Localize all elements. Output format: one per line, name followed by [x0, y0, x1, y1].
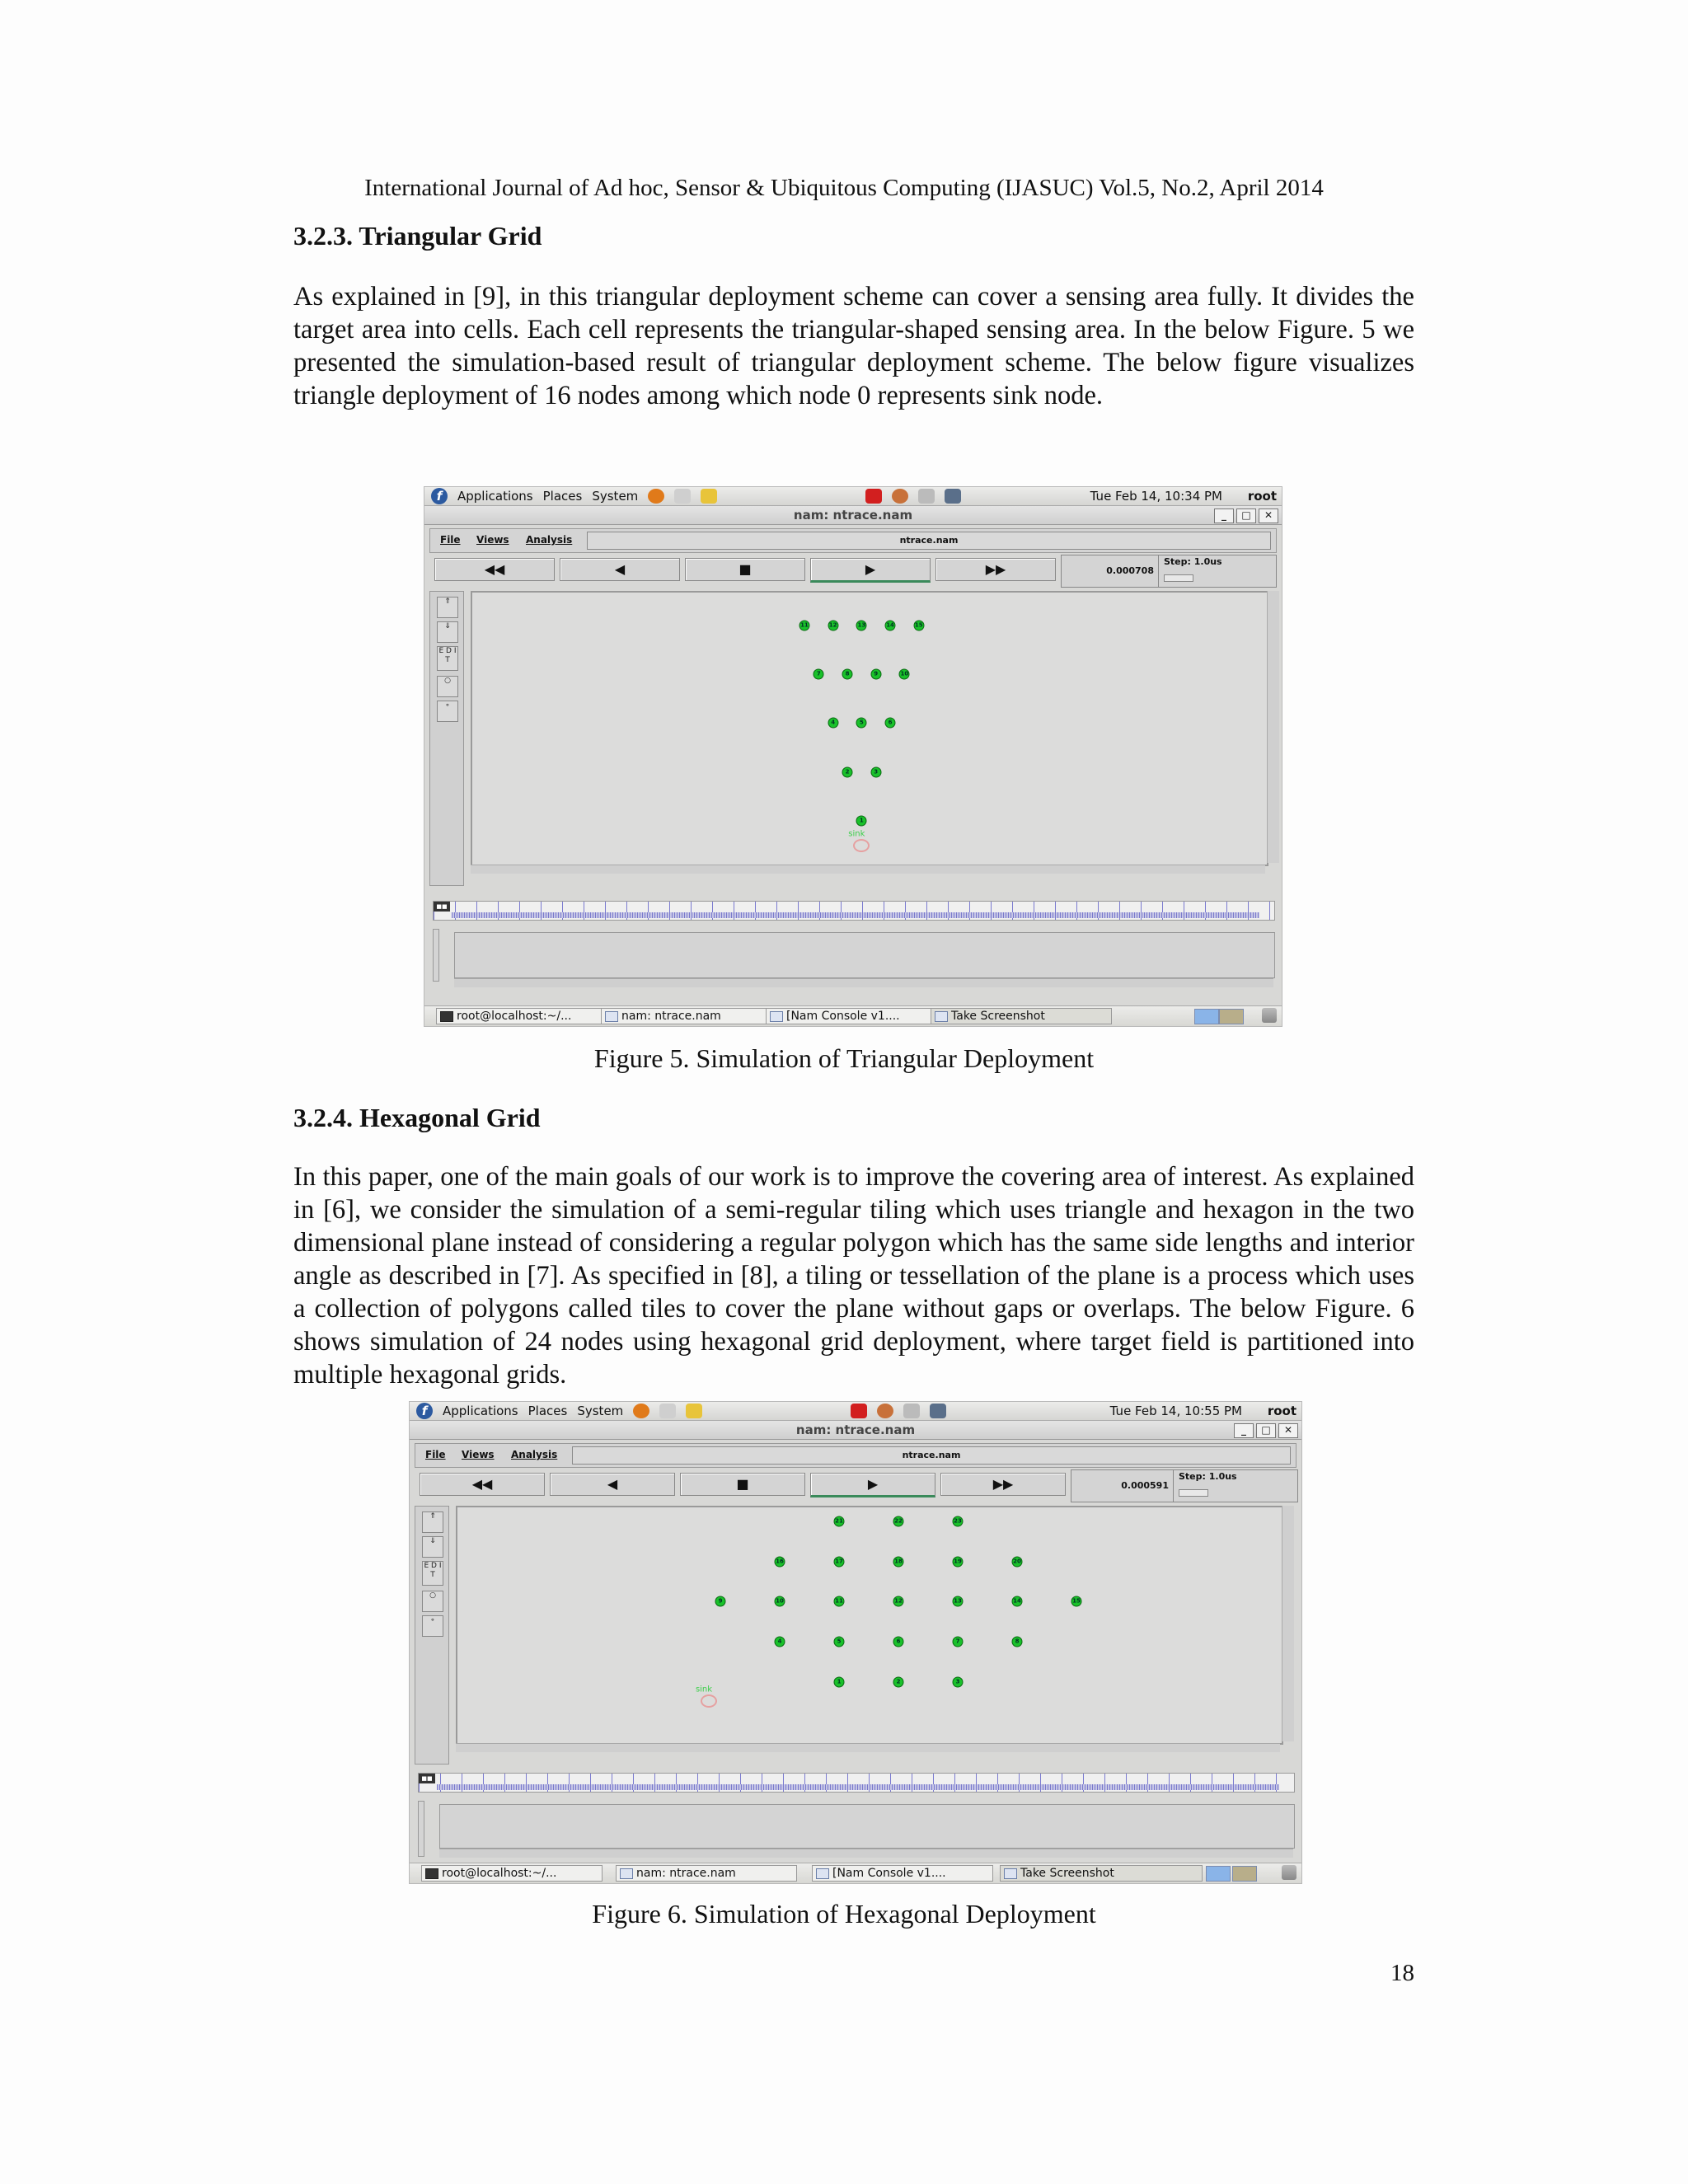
panel-clock[interactable]: Tue Feb 14, 10:34 PM	[1090, 489, 1222, 504]
sensor-node[interactable]: 4	[828, 718, 838, 729]
gnome-top-panel	[424, 487, 1282, 506]
network-canvas[interactable]	[456, 1506, 1283, 1745]
canvas-horizontal-scrollbar[interactable]	[456, 1743, 1280, 1752]
task-take-screenshot[interactable]: Take Screenshot	[931, 1008, 1112, 1024]
task-terminal[interactable]: root@localhost:~/...	[421, 1865, 603, 1882]
sensor-node[interactable]: 7	[953, 1637, 964, 1647]
window-titlebar[interactable]	[410, 1421, 1301, 1440]
fedora-logo-icon[interactable]: f	[431, 488, 448, 504]
node-circle-icon[interactable]: ○	[437, 676, 458, 697]
window-titlebar[interactable]	[424, 506, 1282, 525]
alert-icon[interactable]	[865, 489, 882, 504]
sensor-node[interactable]: 10	[899, 669, 910, 680]
mail-icon[interactable]	[659, 1404, 676, 1418]
menu-views[interactable]: Views	[476, 534, 509, 546]
sink-label: sink	[695, 1685, 713, 1694]
zoom-out-icon[interactable]: ⇓	[437, 621, 458, 643]
minimize-icon[interactable]: _	[1234, 1423, 1254, 1438]
nam-menubar	[429, 528, 1277, 553]
step-slider[interactable]	[1173, 1469, 1298, 1502]
sensor-node[interactable]: 20	[1012, 1556, 1023, 1567]
window-title: nam: ntrace.nam	[793, 508, 913, 523]
sensor-node[interactable]: 14	[1012, 1596, 1023, 1607]
figure6-caption: Figure 6. Simulation of Hexagonal Deployment	[592, 1899, 1096, 1929]
edit-toolbar	[415, 1506, 449, 1765]
stop-button[interactable]: ■	[680, 1473, 805, 1496]
annotation-horizontal-scrollbar[interactable]	[454, 978, 1273, 987]
menu-views[interactable]: Views	[462, 1449, 495, 1460]
window-title: nam: ntrace.nam	[795, 1422, 916, 1437]
fedora-logo-icon[interactable]: f	[416, 1403, 433, 1419]
node-circle-icon[interactable]: ○	[422, 1591, 443, 1612]
paragraph-triangular: As explained in [9], in this triangular deployment scheme can cover a sensing area fully. It divides the target area into cells. Each cell represents the triangular-shaped sensing area. In the below Figure. 5 we presented the simulation-based result of triangular deployment scheme. The below figure visualizes triangle deployment of 16 nodes among which node 0 represents sink node.	[293, 282, 1414, 410]
canvas-vertical-scrollbar[interactable]	[1267, 591, 1279, 863]
annotation-panel	[439, 1804, 1295, 1849]
menu-places[interactable]: Places	[528, 1404, 568, 1418]
sensor-node[interactable]: 6	[893, 1637, 904, 1647]
maximize-icon[interactable]: □	[1256, 1423, 1276, 1438]
sensor-node[interactable]: 9	[870, 669, 881, 680]
time-display: 0.000591	[1071, 1469, 1175, 1502]
sensor-node[interactable]: 10	[775, 1596, 785, 1607]
sensor-node[interactable]: 12	[828, 620, 838, 630]
sensor-node[interactable]: 11	[799, 620, 809, 630]
figure5-caption: Figure 5. Simulation of Triangular Deployment	[593, 1043, 1095, 1073]
close-icon[interactable]: ✕	[1278, 1423, 1298, 1438]
sensor-node[interactable]: 4	[775, 1637, 785, 1647]
network-icon[interactable]	[945, 489, 961, 504]
task-take-screenshot[interactable]: Take Screenshot	[1000, 1865, 1203, 1882]
sensor-node[interactable]: 11	[834, 1596, 845, 1607]
menu-applications[interactable]: Applications	[443, 1404, 518, 1418]
zoom-out-icon[interactable]: ⇓	[422, 1536, 443, 1558]
play-button[interactable]: ▶	[810, 1473, 935, 1497]
zoom-in-icon[interactable]: ⇑	[422, 1511, 443, 1533]
playback-controls	[415, 1469, 1296, 1502]
timeline-slider[interactable]	[433, 901, 1275, 921]
canvas-vertical-scrollbar[interactable]	[1282, 1506, 1294, 1741]
fast-forward-button[interactable]: ▶▶	[940, 1473, 1066, 1496]
sensor-node[interactable]: 8	[1012, 1637, 1023, 1647]
step-slider-track[interactable]	[1179, 1489, 1208, 1497]
edit-toolbar	[429, 591, 464, 886]
figure6-screenshot	[409, 1401, 1302, 1884]
firefox-icon[interactable]	[633, 1404, 649, 1418]
workspace-1[interactable]	[1194, 1009, 1219, 1024]
volume-icon[interactable]	[903, 1404, 920, 1418]
step-label: Step: 1.0us	[1179, 1471, 1237, 1482]
firefox-icon[interactable]	[648, 489, 664, 504]
nam-menubar	[415, 1443, 1296, 1468]
annotation-panel	[454, 932, 1275, 978]
sensor-node[interactable]: 13	[856, 620, 867, 630]
step-back-button[interactable]: ◀	[550, 1473, 675, 1496]
edit-button[interactable]: E D I T	[437, 646, 458, 671]
notes-icon[interactable]	[701, 489, 717, 504]
task-nam-console[interactable]: [Nam Console v1....	[766, 1008, 947, 1024]
playback-controls	[429, 555, 1277, 588]
section-heading-triangular: 3.2.3. Triangular Grid	[293, 221, 542, 251]
workspace-2[interactable]	[1219, 1009, 1244, 1024]
menu-applications[interactable]: Applications	[457, 489, 533, 504]
sink-node[interactable]	[701, 1694, 717, 1708]
sink-label: sink	[848, 829, 865, 839]
menu-file[interactable]: File	[440, 534, 461, 546]
rewind-button[interactable]: ◀◀	[434, 558, 555, 581]
sensor-node[interactable]: 23	[953, 1516, 964, 1527]
stop-button[interactable]: ■	[685, 558, 805, 581]
alert-icon[interactable]	[851, 1404, 867, 1418]
sensor-node[interactable]: 16	[775, 1556, 785, 1567]
sensor-node[interactable]: 2	[842, 766, 853, 777]
sensor-node[interactable]: 3	[870, 766, 881, 777]
panel-user[interactable]: root	[1247, 489, 1277, 504]
sensor-node[interactable]: 3	[953, 1676, 964, 1687]
gnome-taskbar	[424, 1005, 1282, 1026]
mail-icon[interactable]	[674, 489, 691, 504]
panel-clock[interactable]: Tue Feb 14, 10:55 PM	[1109, 1404, 1242, 1418]
sensor-node[interactable]: 14	[885, 620, 896, 630]
minimize-icon[interactable]: _	[1214, 509, 1234, 523]
maximize-icon[interactable]: □	[1236, 509, 1256, 523]
trace-filename: ntrace.nam	[572, 1446, 1291, 1465]
sensor-node[interactable]: 8	[842, 669, 853, 680]
updater-icon[interactable]	[877, 1404, 893, 1418]
sensor-node[interactable]: 17	[834, 1556, 845, 1567]
task-nam-window[interactable]: nam: ntrace.nam	[616, 1865, 797, 1882]
sensor-node[interactable]: 2	[893, 1676, 904, 1687]
trash-icon[interactable]	[1262, 1008, 1277, 1023]
timeline-ticks	[452, 912, 1259, 918]
task-terminal[interactable]: root@localhost:~/...	[436, 1008, 617, 1024]
annotation-scroll[interactable]	[418, 1801, 424, 1857]
figure5-screenshot	[424, 486, 1282, 1027]
close-icon[interactable]: ✕	[1259, 509, 1278, 523]
gnome-taskbar	[410, 1863, 1301, 1883]
journal-header: International Journal of Ad hoc, Sensor & Ubiquitous Computing (IJASUC) Vol.5, No.2, April 2014	[364, 175, 1324, 201]
network-canvas[interactable]	[471, 591, 1268, 866]
menu-analysis[interactable]: Analysis	[511, 1449, 558, 1460]
sink-node[interactable]	[853, 839, 870, 852]
task-nam-console[interactable]: [Nam Console v1....	[812, 1865, 993, 1882]
sensor-node[interactable]: 9	[715, 1596, 726, 1607]
small-circle-icon[interactable]: ∘	[437, 701, 458, 722]
rewind-button[interactable]: ◀◀	[420, 1473, 545, 1496]
menu-file[interactable]: File	[425, 1449, 446, 1460]
menu-system[interactable]: System	[592, 489, 639, 504]
small-circle-icon[interactable]: ∘	[422, 1615, 443, 1637]
step-slider[interactable]	[1158, 555, 1277, 588]
annotation-horizontal-scrollbar[interactable]	[439, 1849, 1293, 1858]
fast-forward-button[interactable]: ▶▶	[935, 558, 1056, 581]
sensor-node[interactable]: 22	[893, 1516, 904, 1527]
section-heading-hexagonal: 3.2.4. Hexagonal Grid	[293, 1103, 541, 1132]
paragraph-hexagonal: In this paper, one of the main goals of our work is to improve the covering area of interest. As explained in [6], we consider the simulation of a semi-regular tiling which uses triangle and hexagon in the two dimensional plane instead of considering a regular polygon which has the same side lengths and interior angle as described in [7]. As specified in [8], a tiling or tessellation of the plane is a process which uses a collection of polygons called tiles to cover the plane without gaps or overlaps. The below Figure. 6 shows simulation of 24 nodes using hexagonal grid deployment, where target field is partitioned into multiple hexagonal grids.	[293, 1162, 1414, 1390]
timeline-marker: ■■	[434, 902, 450, 912]
notes-icon[interactable]	[686, 1404, 702, 1418]
sensor-node[interactable]: 7	[814, 669, 824, 680]
sensor-node[interactable]: 12	[893, 1596, 904, 1607]
volume-icon[interactable]	[918, 489, 935, 504]
sensor-node[interactable]: 13	[953, 1596, 964, 1607]
sensor-node[interactable]: 1	[856, 816, 867, 827]
play-button[interactable]: ▶	[810, 558, 931, 583]
trace-filename: ntrace.nam	[587, 532, 1271, 550]
zoom-in-icon[interactable]: ⇑	[437, 597, 458, 618]
sensor-node[interactable]: 21	[834, 1516, 845, 1527]
sensor-node[interactable]: 15	[1071, 1596, 1082, 1607]
timeline-ticks	[437, 1784, 1279, 1790]
menu-places[interactable]: Places	[542, 489, 583, 504]
timeline-marker: ■■	[419, 1774, 435, 1783]
gnome-top-panel	[410, 1402, 1301, 1421]
annotation-scroll[interactable]	[433, 929, 439, 982]
workspace-2[interactable]	[1232, 1866, 1257, 1882]
time-display: 0.000708	[1061, 555, 1160, 588]
trash-icon[interactable]	[1282, 1865, 1296, 1880]
updater-icon[interactable]	[892, 489, 908, 504]
menu-analysis[interactable]: Analysis	[526, 534, 573, 546]
sensor-node[interactable]: 1	[834, 1676, 845, 1687]
step-back-button[interactable]: ◀	[560, 558, 680, 581]
sensor-node[interactable]: 18	[893, 1556, 904, 1567]
canvas-horizontal-scrollbar[interactable]	[471, 865, 1265, 874]
step-slider-track[interactable]	[1164, 574, 1193, 582]
menu-system[interactable]: System	[577, 1404, 624, 1418]
workspace-1[interactable]	[1206, 1866, 1231, 1882]
edit-button[interactable]: E D I T	[422, 1561, 443, 1586]
page-number: 18	[1390, 1960, 1414, 1986]
sensor-node[interactable]: 5	[834, 1637, 845, 1647]
sensor-node[interactable]: 15	[913, 620, 924, 630]
sensor-node[interactable]: 19	[953, 1556, 964, 1567]
timeline-slider[interactable]	[418, 1773, 1295, 1793]
sensor-node[interactable]: 6	[885, 718, 896, 729]
step-label: Step: 1.0us	[1164, 556, 1222, 567]
task-nam-window[interactable]: nam: ntrace.nam	[601, 1008, 782, 1024]
network-icon[interactable]	[930, 1404, 946, 1418]
panel-user[interactable]: root	[1267, 1404, 1296, 1418]
sensor-node[interactable]: 5	[856, 718, 867, 729]
